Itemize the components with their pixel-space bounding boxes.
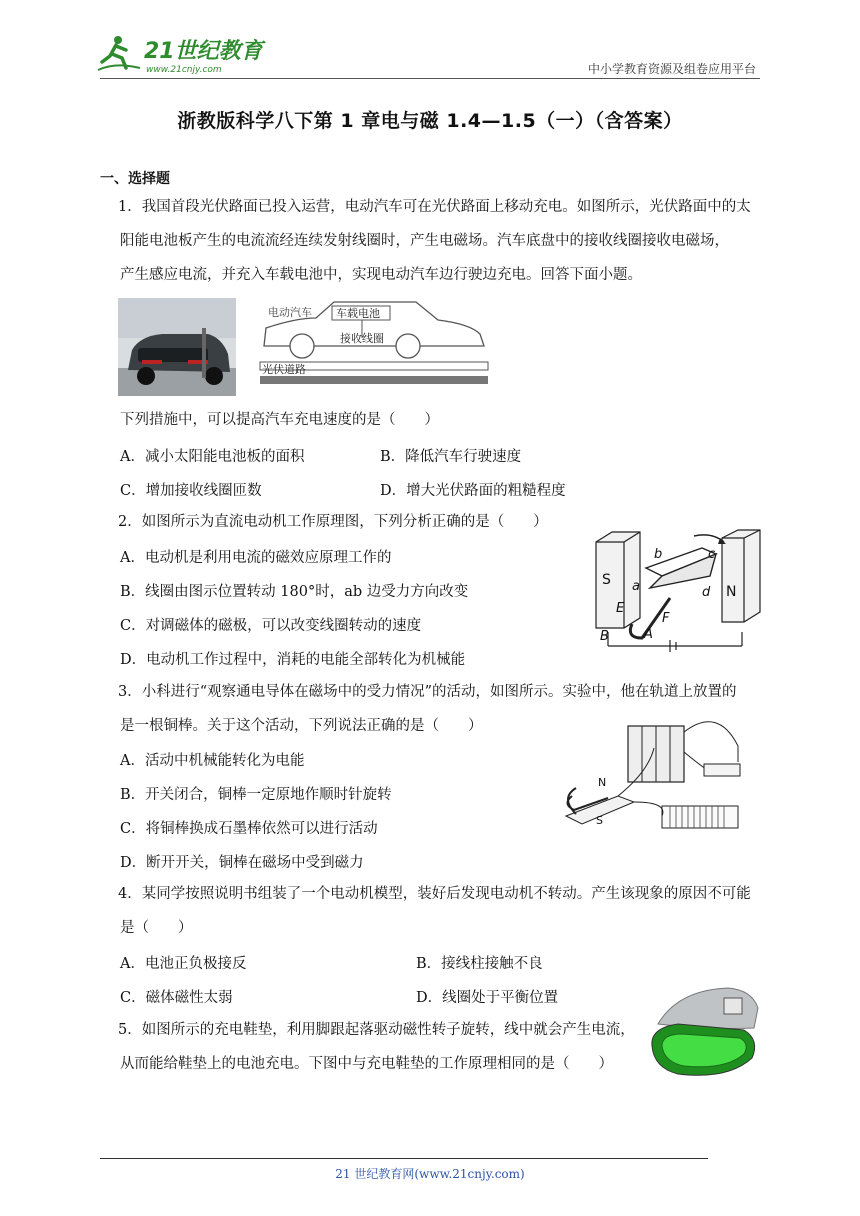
motor-label-d: d [702, 585, 711, 600]
q3-option-a[interactable]: A．活动中机械能转化为电能 [120, 753, 305, 769]
q1-option-c[interactable]: C．增加接收线圈匝数 [120, 483, 262, 499]
battery-label: 车载电池 [336, 307, 380, 320]
motor-label-n: N [726, 584, 737, 600]
q2-option-b[interactable]: B．线圈由图示位置转动 180°时，ab 边受力方向改变 [120, 584, 469, 600]
q5-line-1: 5．如图所示的充电鞋垫，利用脚跟起落驱动磁性转子旋转，线中就会产生电流， [118, 1022, 635, 1038]
experiment-diagram [558, 712, 758, 844]
q4-option-c[interactable]: C．磁体磁性太弱 [120, 990, 233, 1006]
platform-label: 中小学教育资源及组卷应用平台 [587, 62, 756, 76]
car-label: 电动汽车 [268, 306, 312, 319]
q1-line-1: 1．我国首段光伏路面已投入运营，电动汽车可在光伏路面上移动充电。如图所示，光伏路面中的太 [118, 199, 751, 215]
coil-label: 接收线圈 [340, 332, 384, 345]
q2-option-c[interactable]: C．对调磁体的磁极，可以改变线圈转动的速度 [120, 618, 422, 634]
q4-line-2: 是（ ） [120, 920, 193, 936]
logo-url: www.21cnjy.com [146, 65, 222, 75]
footer-link[interactable]: 21 世纪教育网(www.21cnjy.com) [335, 1167, 525, 1181]
q3-line-1: 3．小科进行“观察通电导体在磁场中的受力情况”的活动，如图所示。实验中，他在轨道上放置的 [118, 684, 737, 700]
site-logo [96, 32, 266, 76]
logo-text: 21世纪教育 [144, 39, 263, 64]
charging-road-diagram [256, 298, 492, 390]
q4-line-1: 4．某同学按照说明书组装了一个电动机模型，装好后发现电动机不转动。产生该现象的原因不可能 [118, 886, 751, 902]
q2-option-a[interactable]: A．电动机是利用电流的磁效应原理工作的 [120, 550, 392, 566]
charging-insole-image [648, 984, 762, 1084]
exp-label-s: S [596, 814, 603, 827]
motor-label-b: b [654, 547, 663, 562]
motor-diagram [592, 528, 762, 662]
q3-option-c[interactable]: C．将铜棒换成石墨棒依然可以进行活动 [120, 821, 378, 837]
q1-line-3: 产生感应电流，并充入车载电池中，实现电动汽车边行驶边充电。回答下面小题。 [120, 267, 642, 283]
section-heading: 一、选择题 [100, 171, 170, 187]
motor-label-A: A [644, 627, 653, 642]
motor-label-f: F [662, 611, 670, 626]
q1-sub-question: 下列措施中，可以提高汽车充电速度的是（ ） [120, 412, 439, 428]
q1-option-a[interactable]: A．减小太阳能电池板的面积 [120, 449, 305, 465]
q1-option-d[interactable]: D．增大光伏路面的粗糙程度 [380, 483, 566, 499]
q4-option-b[interactable]: B．接线柱接触不良 [416, 956, 543, 972]
runner-icon [98, 36, 140, 70]
q3-option-d[interactable]: D．断开开关，铜棒在磁场中受到磁力 [120, 855, 364, 871]
q4-option-a[interactable]: A．电池正负极接反 [120, 956, 247, 972]
motor-label-B: B [600, 629, 609, 644]
q2-stem: 2．如图所示为直流电动机工作原理图，下列分析正确的是（ ） [118, 514, 548, 530]
car-photo [118, 298, 236, 396]
q1-line-2: 阳能电池板产生的电流流经连续发射线圈时，产生电磁场。汽车底盘中的接收线圈接收电磁场， [120, 233, 729, 249]
q1-option-b[interactable]: B．降低汽车行驶速度 [380, 449, 522, 465]
q3-option-b[interactable]: B．开关闭合，铜棒一定原地作顺时针旋转 [120, 787, 392, 803]
footer-divider [100, 1158, 708, 1159]
q4-option-d[interactable]: D．线圈处于平衡位置 [416, 990, 559, 1006]
header-divider [100, 78, 760, 79]
motor-label-e: E [616, 601, 625, 616]
q5-line-2: 从而能给鞋垫上的电池充电。下图中与充电鞋垫的工作原理相同的是（ ） [120, 1056, 613, 1072]
motor-label-c: c [708, 547, 716, 562]
q2-option-d[interactable]: D．电动机工作过程中，消耗的电能全部转化为机械能 [120, 652, 466, 668]
motor-label-a: a [632, 579, 640, 594]
road-label: 光伏道路 [262, 363, 306, 376]
q3-line-2: 是一根铜棒。关于这个活动，下列说法正确的是（ ） [120, 718, 483, 734]
exp-label-n: N [598, 776, 607, 789]
page-title: 浙教版科学八下第 1 章电与磁 1.4—1.5（一）（含答案） [177, 110, 683, 132]
motor-label-s: S [602, 572, 611, 588]
